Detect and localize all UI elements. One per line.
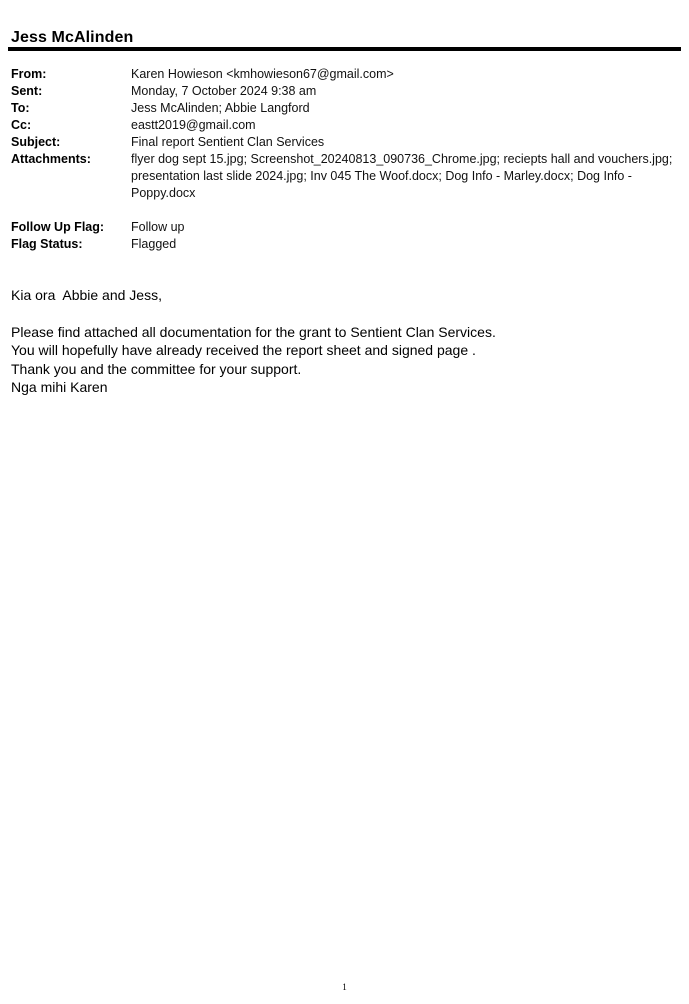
flag-status-row bbox=[11, 236, 676, 253]
header-fields-spacer bbox=[11, 202, 676, 219]
to-row bbox=[11, 100, 676, 117]
to-label: To: bbox=[11, 101, 30, 115]
body-line-2: You will hopefully have already received the report sheet and signed page . bbox=[11, 342, 476, 359]
cc-value: eastt2019@gmail.com bbox=[131, 118, 256, 132]
sent-row bbox=[11, 83, 676, 100]
email-body bbox=[11, 286, 671, 397]
follow-up-flag-label: Follow Up Flag: bbox=[11, 220, 105, 234]
email-header-fields bbox=[11, 66, 676, 253]
follow-up-flag-row bbox=[11, 219, 676, 236]
page-number: 1 bbox=[342, 982, 347, 992]
attachments-row bbox=[11, 151, 676, 202]
from-row bbox=[11, 66, 676, 83]
subject-value: Final report Sentient Clan Services bbox=[131, 135, 325, 149]
attachments-value: flyer dog sept 15.jpg; Screenshot_20240813_090736_Chrome.jpg; reciepts hall and vouchers.jpg; presentation last slide 2024.jpg; Inv 045 The Woof.docx; Dog Info - Marley.docx; Dog Info - Poppy.docx bbox=[131, 152, 673, 200]
sent-value: Monday, 7 October 2024 9:38 am bbox=[131, 84, 317, 98]
from-label: From: bbox=[11, 67, 47, 81]
body-greeting: Kia ora Abbie and Jess, bbox=[11, 287, 162, 303]
body-line-3: Thank you and the committee for your support. bbox=[11, 360, 302, 377]
attachments-label: Attachments: bbox=[11, 152, 91, 166]
to-value: Jess McAlinden; Abbie Langford bbox=[131, 101, 310, 115]
subject-label: Subject: bbox=[11, 135, 61, 149]
cc-row bbox=[11, 117, 676, 134]
from-value: Karen Howieson <kmhowieson67@gmail.com> bbox=[131, 67, 394, 81]
mailbox-owner-name: Jess McAlinden bbox=[11, 29, 134, 46]
body-signoff: Nga mihi Karen bbox=[11, 379, 108, 396]
subject-row bbox=[11, 134, 676, 151]
flag-status-value: Flagged bbox=[131, 237, 177, 251]
header-divider bbox=[8, 47, 681, 51]
body-spacer bbox=[11, 305, 671, 323]
follow-up-flag-value: Follow up bbox=[131, 220, 185, 234]
cc-label: Cc: bbox=[11, 118, 32, 132]
flag-status-label: Flag Status: bbox=[11, 237, 83, 251]
sent-label: Sent: bbox=[11, 84, 43, 98]
body-line-1: Please find attached all documentation for the grant to Sentient Clan Services. bbox=[11, 323, 496, 340]
